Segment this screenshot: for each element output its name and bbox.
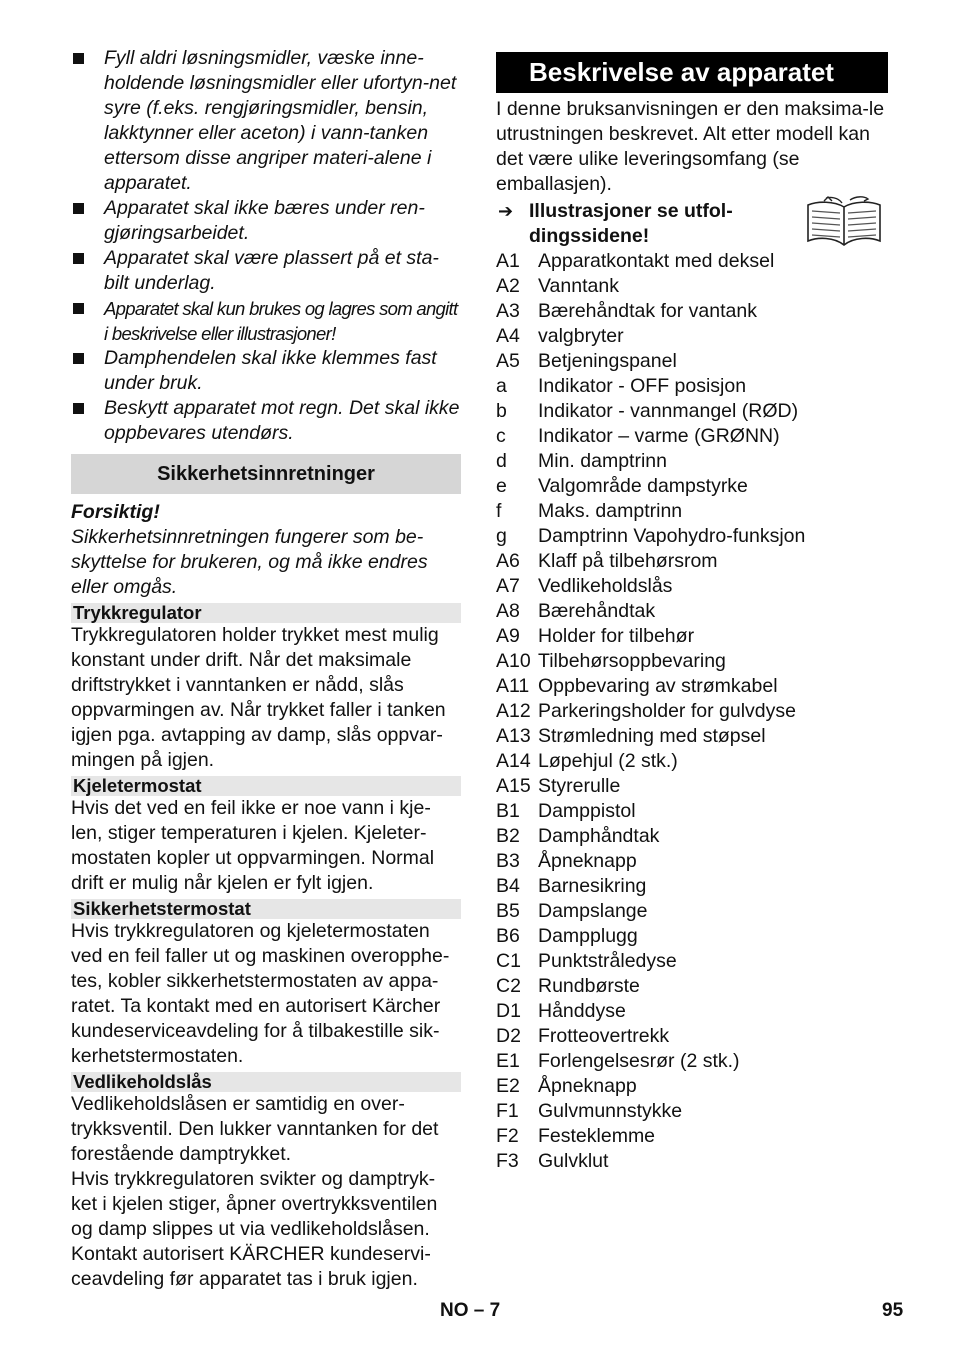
part-code: E2 [496,1075,520,1097]
part-label: Gulvklut [538,1150,609,1172]
part-label: Indikator - vannmangel (RØD) [538,400,799,422]
part-code: A9 [496,625,520,647]
section-paragraph: Hvis trykkregulatoren og kjeletermostaten ved en feil faller ut og maskinen overopphe-tes, kobler sikkerhetstermostaten av appa-ratet. Ta kontakt med en autorisert Kärcher kundeserviceavdeling for å tilbakestille sik-kerhetstermostaten. [71,920,450,1067]
part-code: d [496,450,507,472]
part-label: Gulvmunnstykke [538,1100,683,1122]
part-label: Punktstråledyse [538,950,677,972]
part-code: B1 [496,800,520,822]
section-paragraph: Vedlikeholdslåsen er samtidig en over-trykksventil. Den lukker vanntanken for det forestående damptrykket. [71,1093,439,1165]
safety-bullet-list [71,46,461,446]
square-bullet-icon [73,203,84,214]
parts-list-item [496,699,888,724]
parts-list-item [496,399,888,424]
part-code: A3 [496,300,520,322]
part-label: Åpneknapp [538,1075,637,1097]
part-label: Damptrinn Vapohydro-funksjon [538,525,806,547]
part-label: Tilbehørsoppbevaring [538,650,726,672]
part-label: Indikator – varme (GRØNN) [538,425,780,447]
parts-list-item [496,1099,888,1124]
part-code: A6 [496,550,520,572]
parts-list-item [496,674,888,699]
safety-devices-heading: Sikkerhetsinnretninger [71,454,461,494]
part-code: A1 [496,250,520,272]
parts-list-item [496,649,888,674]
part-code: B3 [496,850,520,872]
parts-list-item [496,1124,888,1149]
part-label: Dampplugg [538,925,638,947]
parts-list-item [496,874,888,899]
bullet-item: Beskytt apparatet mot regn. Det skal ikke oppbevares utendørs. [71,396,461,446]
part-label: Apparatkontakt med deksel [538,250,775,272]
part-label: Styrerulle [538,775,621,797]
part-label: Maks. damptrinn [538,500,683,522]
part-code: e [496,475,507,497]
part-label: Åpneknapp [538,850,637,872]
part-code: D1 [496,1000,521,1022]
part-code: b [496,400,507,422]
parts-list-item [496,549,888,574]
parts-list-item [496,474,888,499]
section-paragraph: Trykkregulatoren holder trykket mest mulig konstant under drift. Når det maksimale driftstrykket i vanntanken er nådd, slås oppvarmingen av. Når trykket faller i tanken igjen pga. avtapping av damp, slås oppvar-mingen på igjen. [71,624,446,771]
part-code: A8 [496,600,520,622]
part-code: F2 [496,1125,519,1147]
parts-list-item [496,299,888,324]
parts-list-item [496,574,888,599]
part-label: Barnesikring [538,875,647,897]
part-code: f [496,500,502,522]
part-code: A5 [496,350,520,372]
arrow-right-icon: ➔ [498,201,514,221]
part-label: Klaff på tilbehørsrom [538,550,718,572]
part-label: Vedlikeholdslås [538,575,673,597]
part-label: Dampslange [538,900,648,922]
right-column [496,52,888,1174]
intro-paragraph: I denne bruksanvisningen er den maksima-le utrustningen beskrevet. Alt etter modell kan det være ulike leveringsomfang (se emballasjen). [496,98,885,195]
part-code: F1 [496,1100,519,1122]
parts-list-item [496,1024,888,1049]
part-code: g [496,525,507,547]
square-bullet-icon [73,403,84,414]
part-label: Forlengelsesrør (2 stk.) [538,1050,740,1072]
bullet-item: Fyll aldri løsningsmidler, væske inne-holdende løsningsmidler eller ufortyn-net syre (f.eks. rengjøringsmidler, bensin, lakktynner eller aceton) i vann-tanken ettersom disse angriper materi-alene i apparatet. [71,46,461,196]
parts-list-item [496,249,888,274]
part-code: A2 [496,275,520,297]
square-bullet-icon [73,303,84,314]
bullet-item: Apparatet skal ikke bæres under ren-gjøringsarbeidet. [71,196,461,246]
part-label: Min. damptrinn [538,450,667,472]
parts-list-item [496,974,888,999]
parts-list-item [496,1074,888,1099]
parts-list-item [496,599,888,624]
part-code: B4 [496,875,520,897]
parts-list-item [496,349,888,374]
part-code: A15 [496,775,531,797]
bullet-item: Damphendelen skal ikke klemmes fast under bruk. [71,346,461,396]
part-code: C2 [496,975,521,997]
parts-list-item [496,774,888,799]
section-heading-safety-thermostat: Sikkerhetstermostat [71,899,461,919]
part-label: Oppbevaring av strømkabel [538,675,778,697]
parts-list-item [496,324,888,349]
part-label: Parkeringsholder for gulvdyse [538,700,796,722]
part-code: B6 [496,925,520,947]
section-heading-maintenance-lock: Vedlikeholdslås [71,1072,461,1092]
page-number: 95 [882,1300,904,1321]
parts-list-item [496,849,888,874]
part-label: Damphåndtak [538,825,660,847]
square-bullet-icon [73,253,84,264]
left-column [71,46,461,1292]
section-heading-boiler-thermostat: Kjeletermostat [71,776,461,796]
part-code: A12 [496,700,531,722]
part-code: E1 [496,1050,520,1072]
part-code: C1 [496,950,521,972]
caution-title: Forsiktig! [71,501,160,523]
parts-list-item [496,374,888,399]
parts-list-item [496,799,888,824]
part-label: Bærehåndtak for vantank [538,300,757,322]
parts-list-item [496,1049,888,1074]
part-code: F3 [496,1150,519,1172]
part-label: Damppistol [538,800,636,822]
parts-list-item [496,924,888,949]
part-code: B5 [496,900,520,922]
page-section-label: NO – 7 [440,1300,501,1321]
part-label: Valgområde dampstyrke [538,475,748,497]
parts-list-item [496,899,888,924]
part-label: Festeklemme [538,1125,656,1147]
square-bullet-icon [73,353,84,364]
device-description-heading: Beskrivelse av apparatet [496,52,888,93]
part-code: c [496,425,506,447]
illustration-reference [496,199,888,249]
illustration-reference-text: Illustrasjoner se utfol-dingssidene! [529,200,733,247]
part-label: Strømledning med støpsel [538,725,766,747]
part-code: A7 [496,575,520,597]
parts-list-item [496,999,888,1024]
part-label: Løpehjul (2 stk.) [538,750,678,772]
part-label: Vanntank [538,275,619,297]
part-code: A14 [496,750,531,772]
parts-list-item [496,1149,888,1174]
part-code: a [496,375,507,397]
parts-list-item [496,449,888,474]
bullet-item: Apparatet skal kun brukes og lagres som angitt i beskrivelse eller illustrasjoner! [71,296,461,346]
part-code: A10 [496,650,531,672]
bullet-item: Apparatet skal være plassert på et sta-bilt underlag. [71,246,461,296]
part-label: Rundbørste [538,975,640,997]
square-bullet-icon [73,53,84,64]
part-label: Holder for tilbehør [538,625,695,647]
part-code: D2 [496,1025,521,1047]
part-code: A11 [496,675,530,697]
parts-list-item [496,949,888,974]
parts-list [496,249,888,1174]
parts-list-item [496,274,888,299]
part-label: Betjeningspanel [538,350,677,372]
part-label: Frotteovertrekk [538,1025,670,1047]
section-paragraph: Hvis trykkregulatoren svikter og damptryk-ket i kjelen stiger, åpner overtrykksventilen og damp slippes ut via vedlikeholdslåsen. Kontakt autorisert KÄRCHER kundeservi-ceavdeling før apparatet tas i bruk igjen. [71,1168,438,1290]
part-code: A13 [496,725,531,747]
part-code: B2 [496,825,520,847]
part-label: Bærehåndtak [538,600,656,622]
part-label: Hånddyse [538,1000,626,1022]
parts-list-item [496,749,888,774]
parts-list-item [496,524,888,549]
parts-list-item [496,499,888,524]
parts-list-item [496,824,888,849]
part-code: A4 [496,325,520,347]
section-heading-pressure-regulator: Trykkregulator [71,603,461,623]
parts-list-item [496,724,888,749]
section-paragraph: Hvis det ved en feil ikke er noe vann i kje-len, stiger temperaturen i kjelen. Kjeleter-mostaten kopler ut oppvarmingen. Normal drift er mulig når kjelen er fylt igjen. [71,797,435,894]
part-label: Indikator - OFF posisjon [538,375,747,397]
part-label: valgbryter [538,325,624,347]
caution-text: Sikkerhetsinnretningen fungerer som be-skyttelse for brukeren, og må ikke endres eller omgås. [71,526,428,598]
book-icon [804,195,884,249]
parts-list-item [496,424,888,449]
parts-list-item [496,624,888,649]
